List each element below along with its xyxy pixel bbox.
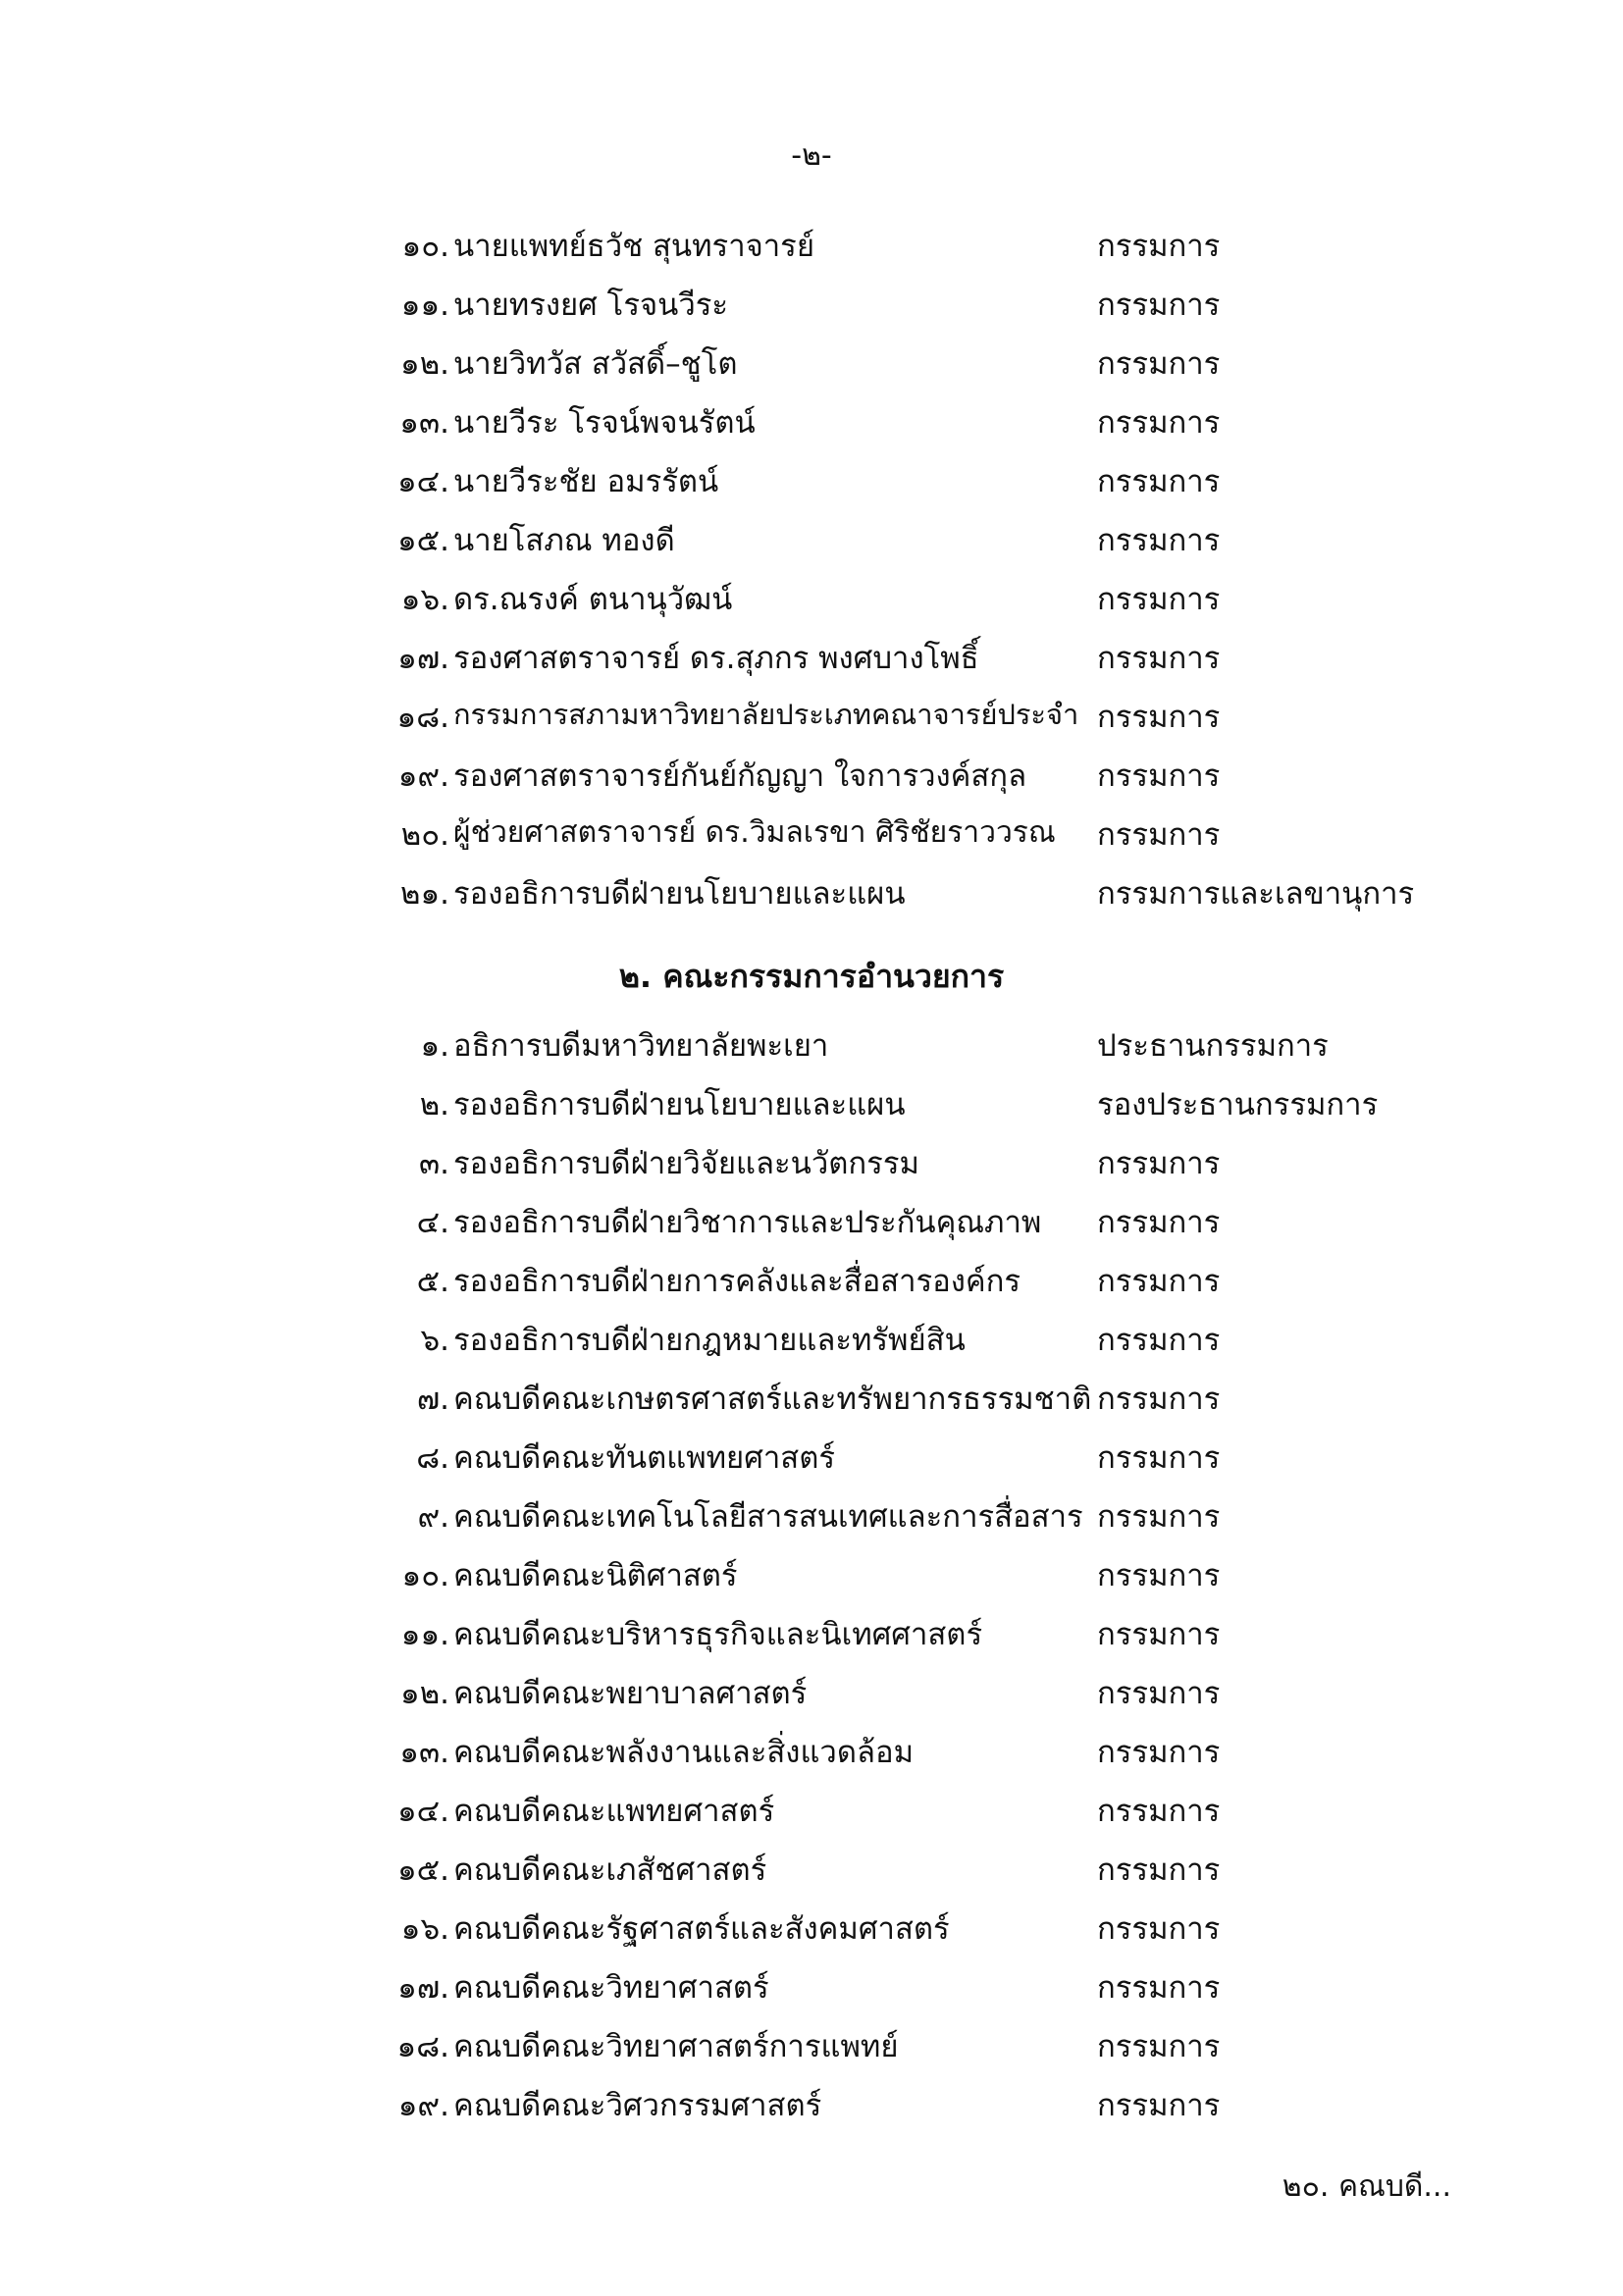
item-number: ๖. <box>420 1323 449 1358</box>
item-number: ๑๒. <box>400 346 449 382</box>
member-role: กรรมการ <box>1097 1499 1221 1535</box>
member-role: กรรมการ <box>1097 700 1221 735</box>
member-name: รองอธิการบดีฝ่ายการคลังและสื่อสารองค์กร <box>453 1264 1021 1299</box>
member-name: รองอธิการบดีฝ่ายวิจัยและนวัตกรรม <box>453 1146 919 1181</box>
member-role: กรรมการ <box>1097 1676 1221 1711</box>
item-number: ๓. <box>418 1146 449 1181</box>
item-number: ๕. <box>416 1264 449 1299</box>
list-item <box>0 1374 1623 1433</box>
member-role: กรรมการ <box>1097 229 1221 264</box>
item-number: ๑๙. <box>397 2088 449 2123</box>
member-role: กรรมการ <box>1097 346 1221 382</box>
member-name: นายวีระชัย อมรรัตน์ <box>453 464 719 499</box>
list-item <box>0 1845 1623 1904</box>
member-name: รองศาสตราจารย์กันย์กัญญา ใจการวงค์สกุล <box>453 758 1027 794</box>
member-name: คณบดีคณะทันตแพทยศาสตร์ <box>453 1440 836 1476</box>
item-number: ๑๗. <box>397 641 449 676</box>
member-name: คณบดีคณะพลังงานและสิ่งแวดล้อม <box>453 1735 915 1770</box>
item-number: ๑๘. <box>396 700 449 735</box>
item-number: ๑๓. <box>399 1735 449 1770</box>
member-role: กรรมการ <box>1097 405 1221 441</box>
item-number: ๘. <box>416 1440 449 1476</box>
member-name: นายวิทวัส สวัสดิ์–ชูโต <box>453 346 738 382</box>
member-role: ประธานกรรมการ <box>1097 1028 1329 1064</box>
member-role: รองประธานกรรมการ <box>1097 1087 1379 1122</box>
item-number: ๒๑. <box>400 876 449 912</box>
item-number: ๑๑. <box>400 287 449 323</box>
continuation-note: ๒๐. คณบดี... <box>1282 2169 1451 2204</box>
member-name: คณบดีคณะวิทยาศาสตร์การแพทย์ <box>453 2029 899 2064</box>
list-item <box>0 1727 1623 1786</box>
member-role: กรรมการ <box>1097 1205 1221 1240</box>
member-name: นายทรงยศ โรจนวีระ <box>453 287 729 323</box>
member-name: คณบดีคณะรัฐศาสตร์และสังคมศาสตร์ <box>453 1911 950 1947</box>
list-item <box>0 1786 1623 1845</box>
item-number: ๑๐. <box>401 1558 449 1593</box>
item-number: ๒๐. <box>400 817 449 853</box>
list-item <box>0 221 1623 280</box>
item-number: ๑๔. <box>397 464 449 499</box>
list-item <box>0 2080 1623 2139</box>
item-number: ๑๕. <box>397 523 449 558</box>
member-name: นายแพทย์ธวัช สุนทราจารย์ <box>453 229 814 264</box>
member-role: กรรมการ <box>1097 582 1221 617</box>
member-name: ดร.ณรงค์ ตนานุวัฒน์ <box>453 582 733 617</box>
member-role: กรรมการ <box>1097 1440 1221 1476</box>
item-number: ๑๖. <box>400 582 449 617</box>
item-number: ๑๓. <box>399 405 449 441</box>
item-number: ๑๒. <box>400 1676 449 1711</box>
member-role: กรรมการและเลขานุการ <box>1097 876 1415 912</box>
list-item <box>0 751 1623 809</box>
member-name: รองอธิการบดีฝ่ายนโยบายและแผน <box>453 1087 906 1122</box>
list-item <box>0 1904 1623 1962</box>
member-name: กรรมการสภามหาวิทยาลัยประเภทคณาจารย์ประจำ <box>453 698 1079 731</box>
member-role: กรรมการ <box>1097 817 1221 853</box>
member-role: กรรมการ <box>1097 1146 1221 1181</box>
list-item <box>0 633 1623 692</box>
list-item <box>0 1550 1623 1609</box>
member-role: กรรมการ <box>1097 1911 1221 1947</box>
list-item <box>0 1491 1623 1550</box>
member-name: คณบดีคณะนิติศาสตร์ <box>453 1558 738 1593</box>
member-role: กรรมการ <box>1097 464 1221 499</box>
item-number: ๔. <box>416 1205 449 1240</box>
list-item <box>0 809 1623 868</box>
item-number: ๗. <box>416 1382 449 1417</box>
page-number: -๒- <box>791 138 832 173</box>
member-name: อธิการบดีมหาวิทยาลัยพะเยา <box>453 1028 829 1064</box>
member-role: กรรมการ <box>1097 523 1221 558</box>
member-name: คณบดีคณะวิศวกรรมศาสตร์ <box>453 2088 822 2123</box>
item-number: ๑. <box>420 1028 449 1064</box>
item-number: ๑๙. <box>397 758 449 794</box>
member-name: คณบดีคณะพยาบาลศาสตร์ <box>453 1676 808 1711</box>
member-role: กรรมการ <box>1097 1794 1221 1829</box>
member-name: รองอธิการบดีฝ่ายนโยบายและแผน <box>453 876 906 912</box>
list-item <box>0 1668 1623 1727</box>
list-item <box>0 1197 1623 1256</box>
member-role: กรรมการ <box>1097 1558 1221 1593</box>
list-item <box>0 868 1623 927</box>
list-item <box>0 339 1623 397</box>
item-number: ๒. <box>419 1087 449 1122</box>
list-item <box>0 2021 1623 2080</box>
member-name: รองศาสตราจารย์ ดร.สุภกร พงศบางโพธิ์ <box>453 641 979 676</box>
list-item <box>0 1962 1623 2021</box>
member-name: คณบดีคณะบริหารธุรกิจและนิเทศศาสตร์ <box>453 1617 983 1652</box>
member-role: กรรมการ <box>1097 2088 1221 2123</box>
member-name: คณบดีคณะแพทยศาสตร์ <box>453 1794 775 1829</box>
member-role: กรรมการ <box>1097 1382 1221 1417</box>
item-number: ๑๖. <box>400 1911 449 1947</box>
member-role: กรรมการ <box>1097 758 1221 794</box>
member-role: กรรมการ <box>1097 1264 1221 1299</box>
member-name: นายโสภณ ทองดี <box>453 523 675 558</box>
item-number: ๑๗. <box>397 1970 449 2006</box>
member-name: นายวีระ โรจน์พจนรัตน์ <box>453 405 756 441</box>
item-number: ๑๐. <box>401 229 449 264</box>
member-name: รองอธิการบดีฝ่ายกฎหมายและทรัพย์สิน <box>453 1323 966 1358</box>
list-item <box>0 1609 1623 1668</box>
item-number: ๑๘. <box>396 2029 449 2064</box>
list-item <box>0 1020 1623 1079</box>
list-item <box>0 1433 1623 1491</box>
item-number: ๙. <box>417 1499 449 1535</box>
list-item <box>0 692 1623 751</box>
list-item <box>0 515 1623 574</box>
member-role: กรรมการ <box>1097 2029 1221 2064</box>
list-item <box>0 1079 1623 1138</box>
list-item <box>0 397 1623 456</box>
member-role: กรรมการ <box>1097 1970 1221 2006</box>
item-number: ๑๕. <box>397 1852 449 1888</box>
member-role: กรรมการ <box>1097 287 1221 323</box>
member-role: กรรมการ <box>1097 641 1221 676</box>
list-item <box>0 1138 1623 1197</box>
member-name: คณบดีคณะเทคโนโลยีสารสนเทศและการสื่อสาร <box>453 1499 1083 1535</box>
list-item <box>0 280 1623 339</box>
member-name: คณบดีคณะวิทยาศาสตร์ <box>453 1970 769 2006</box>
member-name: ผู้ช่วยศาสตราจารย์ ดร.วิมลเรขา ศิริชัยราววรณ <box>453 815 1056 850</box>
member-name: คณบดีคณะเภสัชศาสตร์ <box>453 1852 767 1888</box>
member-role: กรรมการ <box>1097 1735 1221 1770</box>
member-role: กรรมการ <box>1097 1852 1221 1888</box>
member-name: คณบดีคณะเกษตรศาสตร์และทรัพยากรธรรมชาติ <box>453 1382 1092 1417</box>
list-item <box>0 1256 1623 1315</box>
list-item <box>0 1315 1623 1374</box>
member-role: กรรมการ <box>1097 1617 1221 1652</box>
section-heading: ๒. คณะกรรมการอำนวยการ <box>618 958 1005 995</box>
member-role: กรรมการ <box>1097 1323 1221 1358</box>
list-item <box>0 574 1623 633</box>
item-number: ๑๑. <box>400 1617 449 1652</box>
member-name: รองอธิการบดีฝ่ายวิชาการและประกันคุณภาพ <box>453 1205 1042 1240</box>
item-number: ๑๔. <box>397 1794 449 1829</box>
list-item <box>0 456 1623 515</box>
